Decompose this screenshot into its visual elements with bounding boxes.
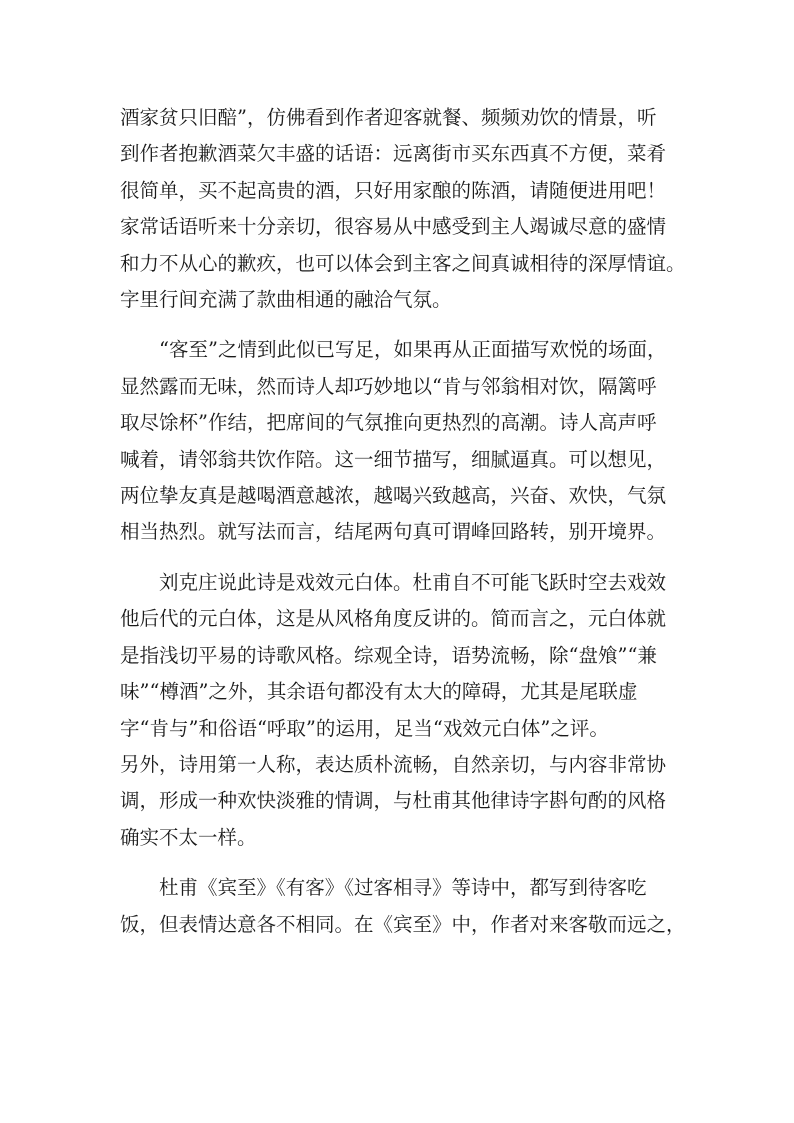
text-line: 两位挚友真是越喝酒意越浓，越喝兴致越高，兴奋、欢快，气氛 [120, 484, 667, 508]
paragraph-2 [120, 332, 680, 550]
paragraph-4 [120, 870, 686, 943]
text-line: 到作者抱歉酒菜欠丰盛的话语：远离街市买东西真不方便，菜肴 [120, 142, 667, 166]
text-line: 和力不从心的歉疚，也可以体会到主客之间真诚相待的深厚情谊。 [120, 251, 686, 275]
text-line: 酒家贫只旧醅”，仿佛看到作者迎客就餐、频频劝饮的情景，听 [120, 106, 657, 129]
text-line: 饭，但表情达意各不相同。在《宾至》中，作者对来客敬而远之， [120, 912, 686, 936]
text-line: 字里行间充满了款曲相通的融洽气氛。 [120, 288, 452, 312]
text-line: 相当热烈。就写法而言，结尾两句真可谓峰回路转，别开境界。 [120, 520, 667, 544]
text-line: 刘克庄说此诗是戏效元白体。杜甫自不可能飞跃时空去戏效 [159, 570, 667, 594]
text-line: 很简单，买不起高贵的酒，只好用家酿的陈酒，请随便进用吧！ [120, 178, 667, 202]
text-line: 字“肯与”和俗语“呼取”的运用，足当“戏效元白体”之评。 [120, 716, 609, 740]
text-line: 是指浅切平易的诗歌风格。综观全诗，语势流畅，除“盘飧”“兼 [120, 643, 657, 667]
text-line: 另外，诗用第一人称，表达质朴流畅，自然亲切，与内容非常协 [120, 752, 667, 776]
paragraph-spacer [120, 318, 680, 332]
paragraph-spacer [120, 856, 680, 870]
paragraph-1 [120, 100, 686, 318]
text-line: 他后代的元白体，这是从风格角度反讲的。简而言之，元白体就 [120, 607, 667, 631]
paragraph-3 [120, 565, 680, 856]
text-line: 家常话语听来十分亲切，很容易从中感受到主人竭诚尽意的盛情 [120, 215, 667, 239]
text-line: 喊着，请邻翁共饮作陪。这一细节描写，细腻逼真。可以想见， [120, 447, 667, 471]
text-line: 杜甫《宾至》《有客》《过客相寻》等诗中，都写到待客吃 [159, 876, 647, 900]
text-line: 味”“樽酒”之外，其余语句都没有太大的障碍，尤其是尾联虚 [120, 680, 638, 704]
text-line: 确实不太一样。 [120, 825, 257, 849]
text-line: “客至”之情到此似已写足，如果再从正面描写欢悦的场面， [159, 338, 667, 362]
document-body [120, 100, 686, 943]
text-line: 显然露而无味，然而诗人却巧妙地以“肯与邻翁相对饮，隔篱呼 [120, 374, 657, 398]
paragraph-spacer [120, 551, 680, 565]
text-line: 取尽馀杯”作结，把席间的气氛推向更热烈的高潮。诗人高声呼 [120, 411, 657, 435]
text-line: 调，形成一种欢快淡雅的情调，与杜甫其他律诗字斟句酌的风格 [120, 789, 667, 813]
